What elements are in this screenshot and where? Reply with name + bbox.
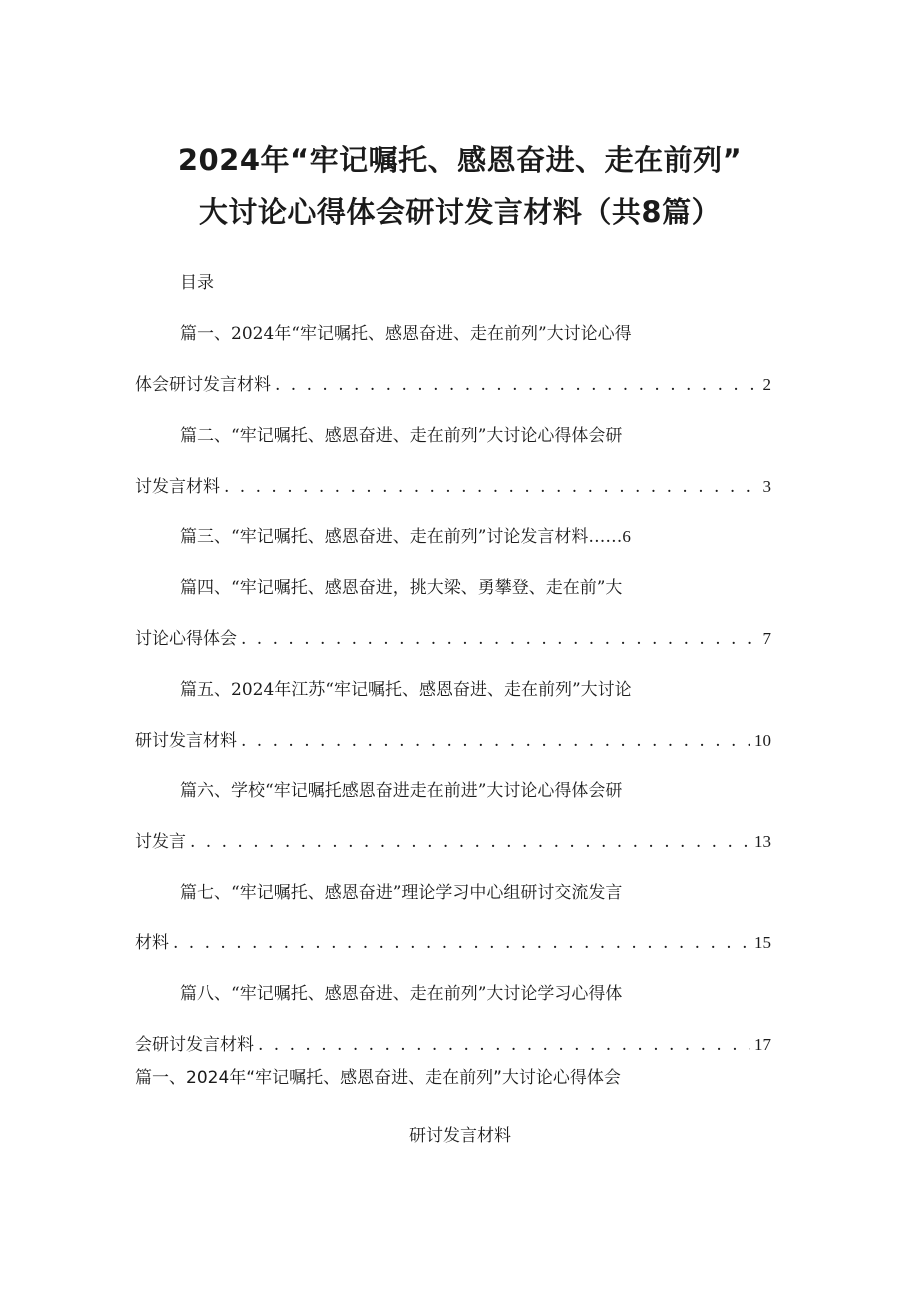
toc-entry-6-line-2[interactable] — [135, 830, 771, 854]
toc-entry-8-line-1[interactable]: 篇八、“牢记嘱托、感恩奋进、走在前列”大讨论学习心得体 — [180, 984, 623, 1004]
toc-entry-7-line-2[interactable] — [135, 931, 771, 955]
toc-entry-7-continuation: 材料 — [135, 933, 169, 953]
toc-entry-1-continuation: 体会研讨发言材料 — [135, 375, 271, 395]
toc-entry-3[interactable] — [180, 525, 631, 549]
toc-entry-1-line-2[interactable] — [135, 373, 771, 397]
toc-entry-8-line-2[interactable] — [135, 1033, 771, 1057]
toc-entry-8-page: 17 — [754, 1035, 771, 1054]
toc-entry-5-line-1[interactable]: 篇五、2024年江苏“牢记嘱托、感恩奋进、走在前列”大讨论 — [180, 680, 632, 700]
toc-entry-1-page: 2 — [762, 375, 771, 394]
toc-entry-2-line-2[interactable] — [135, 475, 771, 499]
toc-entry-3-text: 篇三、“牢记嘱托、感恩奋进、走在前列”讨论发言材料…… — [180, 527, 623, 547]
dot-leader — [258, 1033, 750, 1057]
toc-entry-1-line-1[interactable]: 篇一、2024年“牢记嘱托、感恩奋进、走在前列”大讨论心得 — [180, 324, 632, 344]
toc-heading: 目录 — [180, 273, 214, 293]
toc-entry-7-line-1[interactable]: 篇七、“牢记嘱托、感恩奋进”理论学习中心组研讨交流发言 — [180, 883, 623, 903]
toc-entry-4-line-2[interactable] — [135, 627, 771, 651]
toc-entry-4-page: 7 — [762, 629, 771, 648]
dot-leader — [241, 627, 759, 651]
toc-entry-6-page: 13 — [754, 832, 771, 851]
toc-entry-2-continuation: 讨发言材料 — [135, 477, 220, 497]
toc-entry-4-line-1[interactable]: 篇四、“牢记嘱托、感恩奋进，挑大梁、勇攀登、走在前”大 — [180, 578, 623, 598]
section-title: 篇一、2024年“牢记嘱托、感恩奋进、走在前列”大讨论心得体会 — [135, 1068, 621, 1088]
toc-entry-6-continuation: 讨发言 — [135, 832, 186, 852]
toc-entry-6-line-1[interactable]: 篇六、学校“牢记嘱托感恩奋进走在前进”大讨论心得体会研 — [180, 781, 623, 801]
dot-leader — [173, 931, 750, 955]
toc-entry-3-page: 6 — [622, 527, 631, 546]
dot-leader — [224, 475, 759, 499]
toc-entry-2-line-1[interactable]: 篇二、“牢记嘱托、感恩奋进、走在前列”大讨论心得体会研 — [180, 426, 623, 446]
toc-entry-4-continuation: 讨论心得体会 — [135, 629, 237, 649]
toc-entry-5-page: 10 — [754, 731, 771, 750]
dot-leader — [241, 729, 750, 753]
toc-entry-5-line-2[interactable] — [135, 729, 771, 753]
document-title-line-2: 大讨论心得体会研讨发言材料（共8篇） — [198, 195, 722, 229]
document-title-line-1: 2024年“牢记嘱托、感恩奋进、走在前列” — [177, 143, 743, 177]
section-subtitle: 研讨发言材料 — [409, 1126, 511, 1146]
toc-entry-8-continuation: 会研讨发言材料 — [135, 1035, 254, 1055]
dot-leader — [275, 373, 759, 397]
dot-leader — [190, 830, 750, 854]
toc-entry-7-page: 15 — [754, 933, 771, 952]
toc-entry-5-continuation: 研讨发言材料 — [135, 731, 237, 751]
toc-entry-2-page: 3 — [762, 477, 771, 496]
